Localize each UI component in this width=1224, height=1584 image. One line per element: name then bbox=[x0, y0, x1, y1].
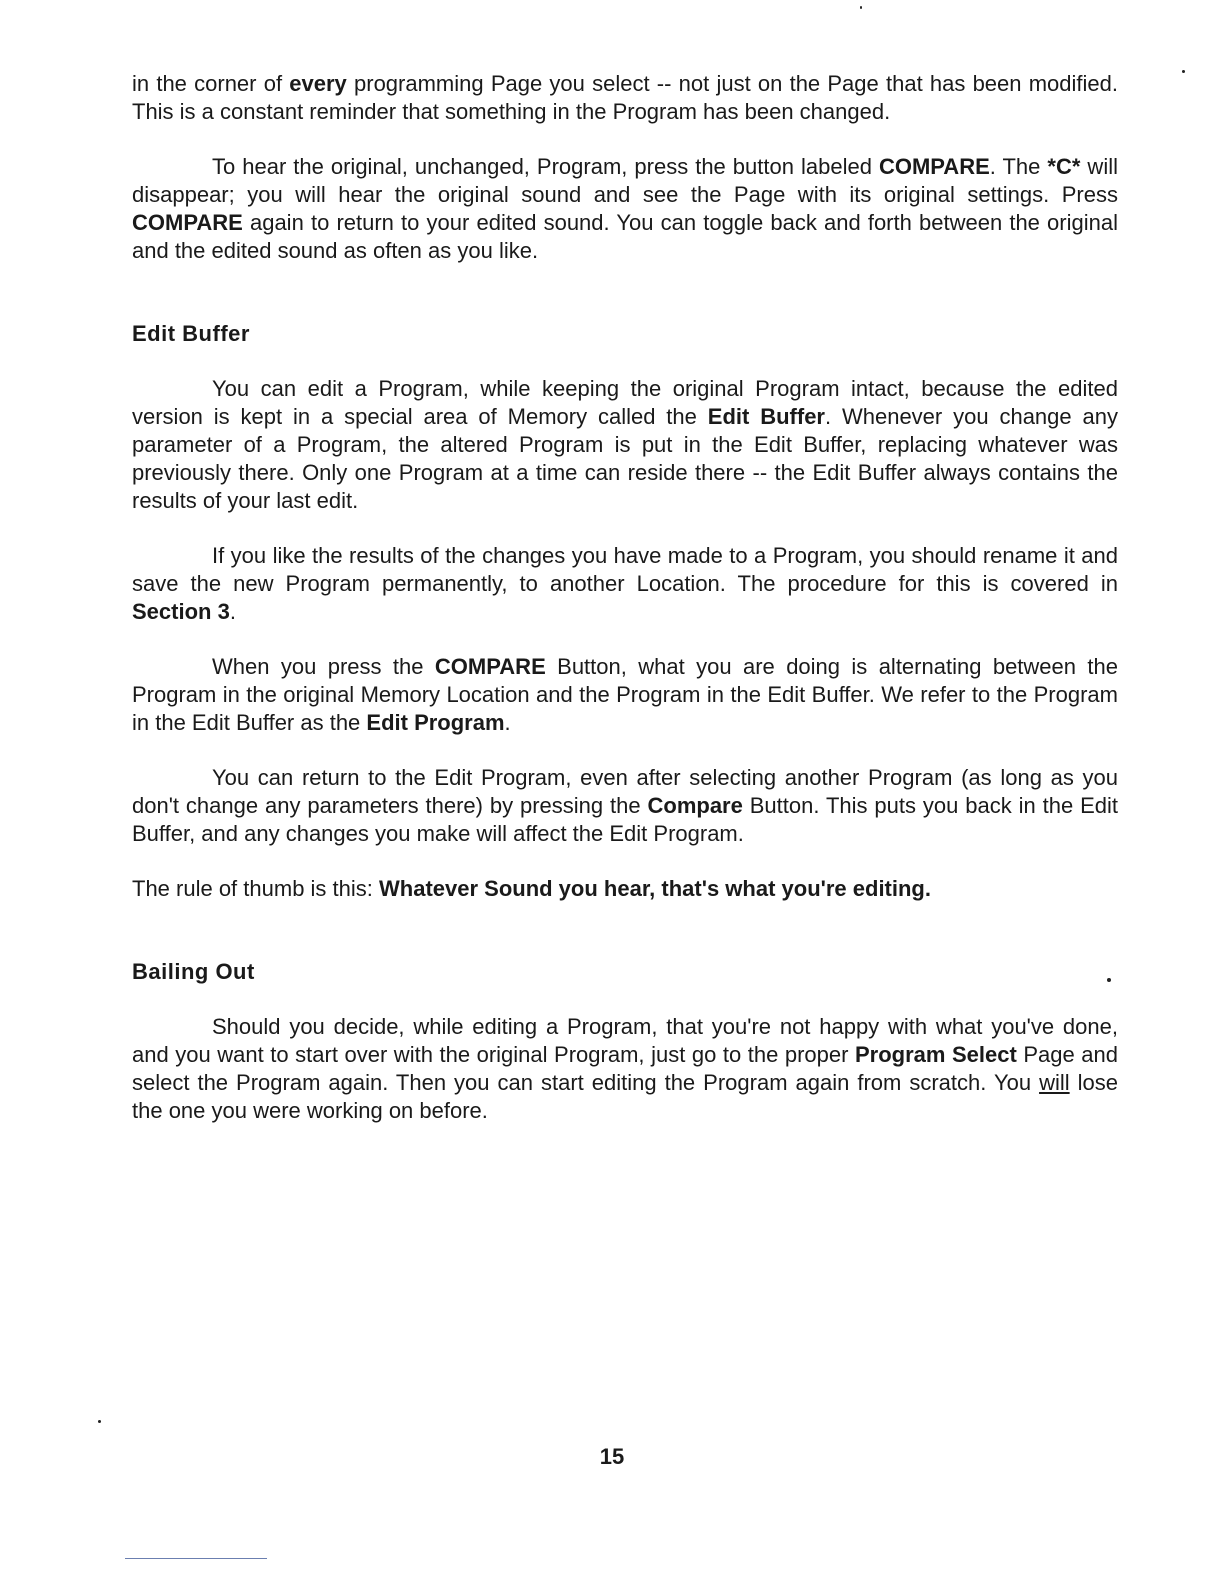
paragraph-save-program: If you like the results of the changes you have made to a Program, you should rename it and save the new Program permanently, to another Location. The procedure for this is covered in Section 3. bbox=[132, 543, 1118, 624]
paragraph-rule-of-thumb: The rule of thumb is this: Whatever Sound you hear, that's what you're editing. bbox=[132, 876, 931, 901]
scan-speck bbox=[98, 1420, 101, 1423]
scan-speck bbox=[1182, 70, 1185, 73]
scan-speck bbox=[860, 6, 862, 9]
section-heading-bailing-out: Bailing Out bbox=[132, 959, 255, 984]
paragraph-edit-buffer: You can edit a Program, while keeping the original Program intact, because the edited version is kept in a special area of Memory called the Edit Buffer. Whenever you change any parameter of a Program, the altered Program is put in the Edit Buffer, replacing whatever was previously there. Only one Program at a time can reside there -- the Edit Buffer always contains the results of your last edit. bbox=[132, 376, 1118, 513]
paragraph-return-to-edit-program: You can return to the Edit Program, even after selecting another Program (as long as you don't change any parameters there) by pressing the Compare Button. This puts you back in the Edit Buffer, and any changes you make will affect the Edit Program. bbox=[132, 765, 1118, 846]
paragraph-bailing-out: Should you decide, while editing a Program, that you're not happy with what you've done, and you want to start over with the original Program, just go to the proper Program Select Page and select the Program again. Then you can start editing the Program again from scratch. You will lose the one you were working on before. bbox=[132, 1014, 1118, 1123]
section-heading-edit-buffer: Edit Buffer bbox=[132, 321, 250, 346]
page-number: 15 bbox=[599, 1444, 625, 1469]
paragraph-every-page-indicator: in the corner of every programming Page you select -- not just on the Page that has been modified. This is a constant reminder that something in the Program has been changed. bbox=[132, 71, 1118, 124]
paragraph-compare-button: To hear the original, unchanged, Program, press the button labeled COMPARE. The *C* will disappear; you will hear the original sound and see the Page with its original settings. Press COMPARE again to return to your edited sound. You can toggle back and forth between the original and the edited sound as often as you like. bbox=[132, 154, 1118, 263]
manual-page-body bbox=[132, 70, 1118, 1125]
footer-rule bbox=[125, 1558, 267, 1559]
paragraph-compare-alternating: When you press the COMPARE Button, what you are doing is alternating between the Program in the original Memory Location and the Program in the Edit Buffer. We refer to the Program in the Edit Buffer as the Edit Program. bbox=[132, 654, 1118, 735]
scan-speck bbox=[1107, 978, 1111, 982]
